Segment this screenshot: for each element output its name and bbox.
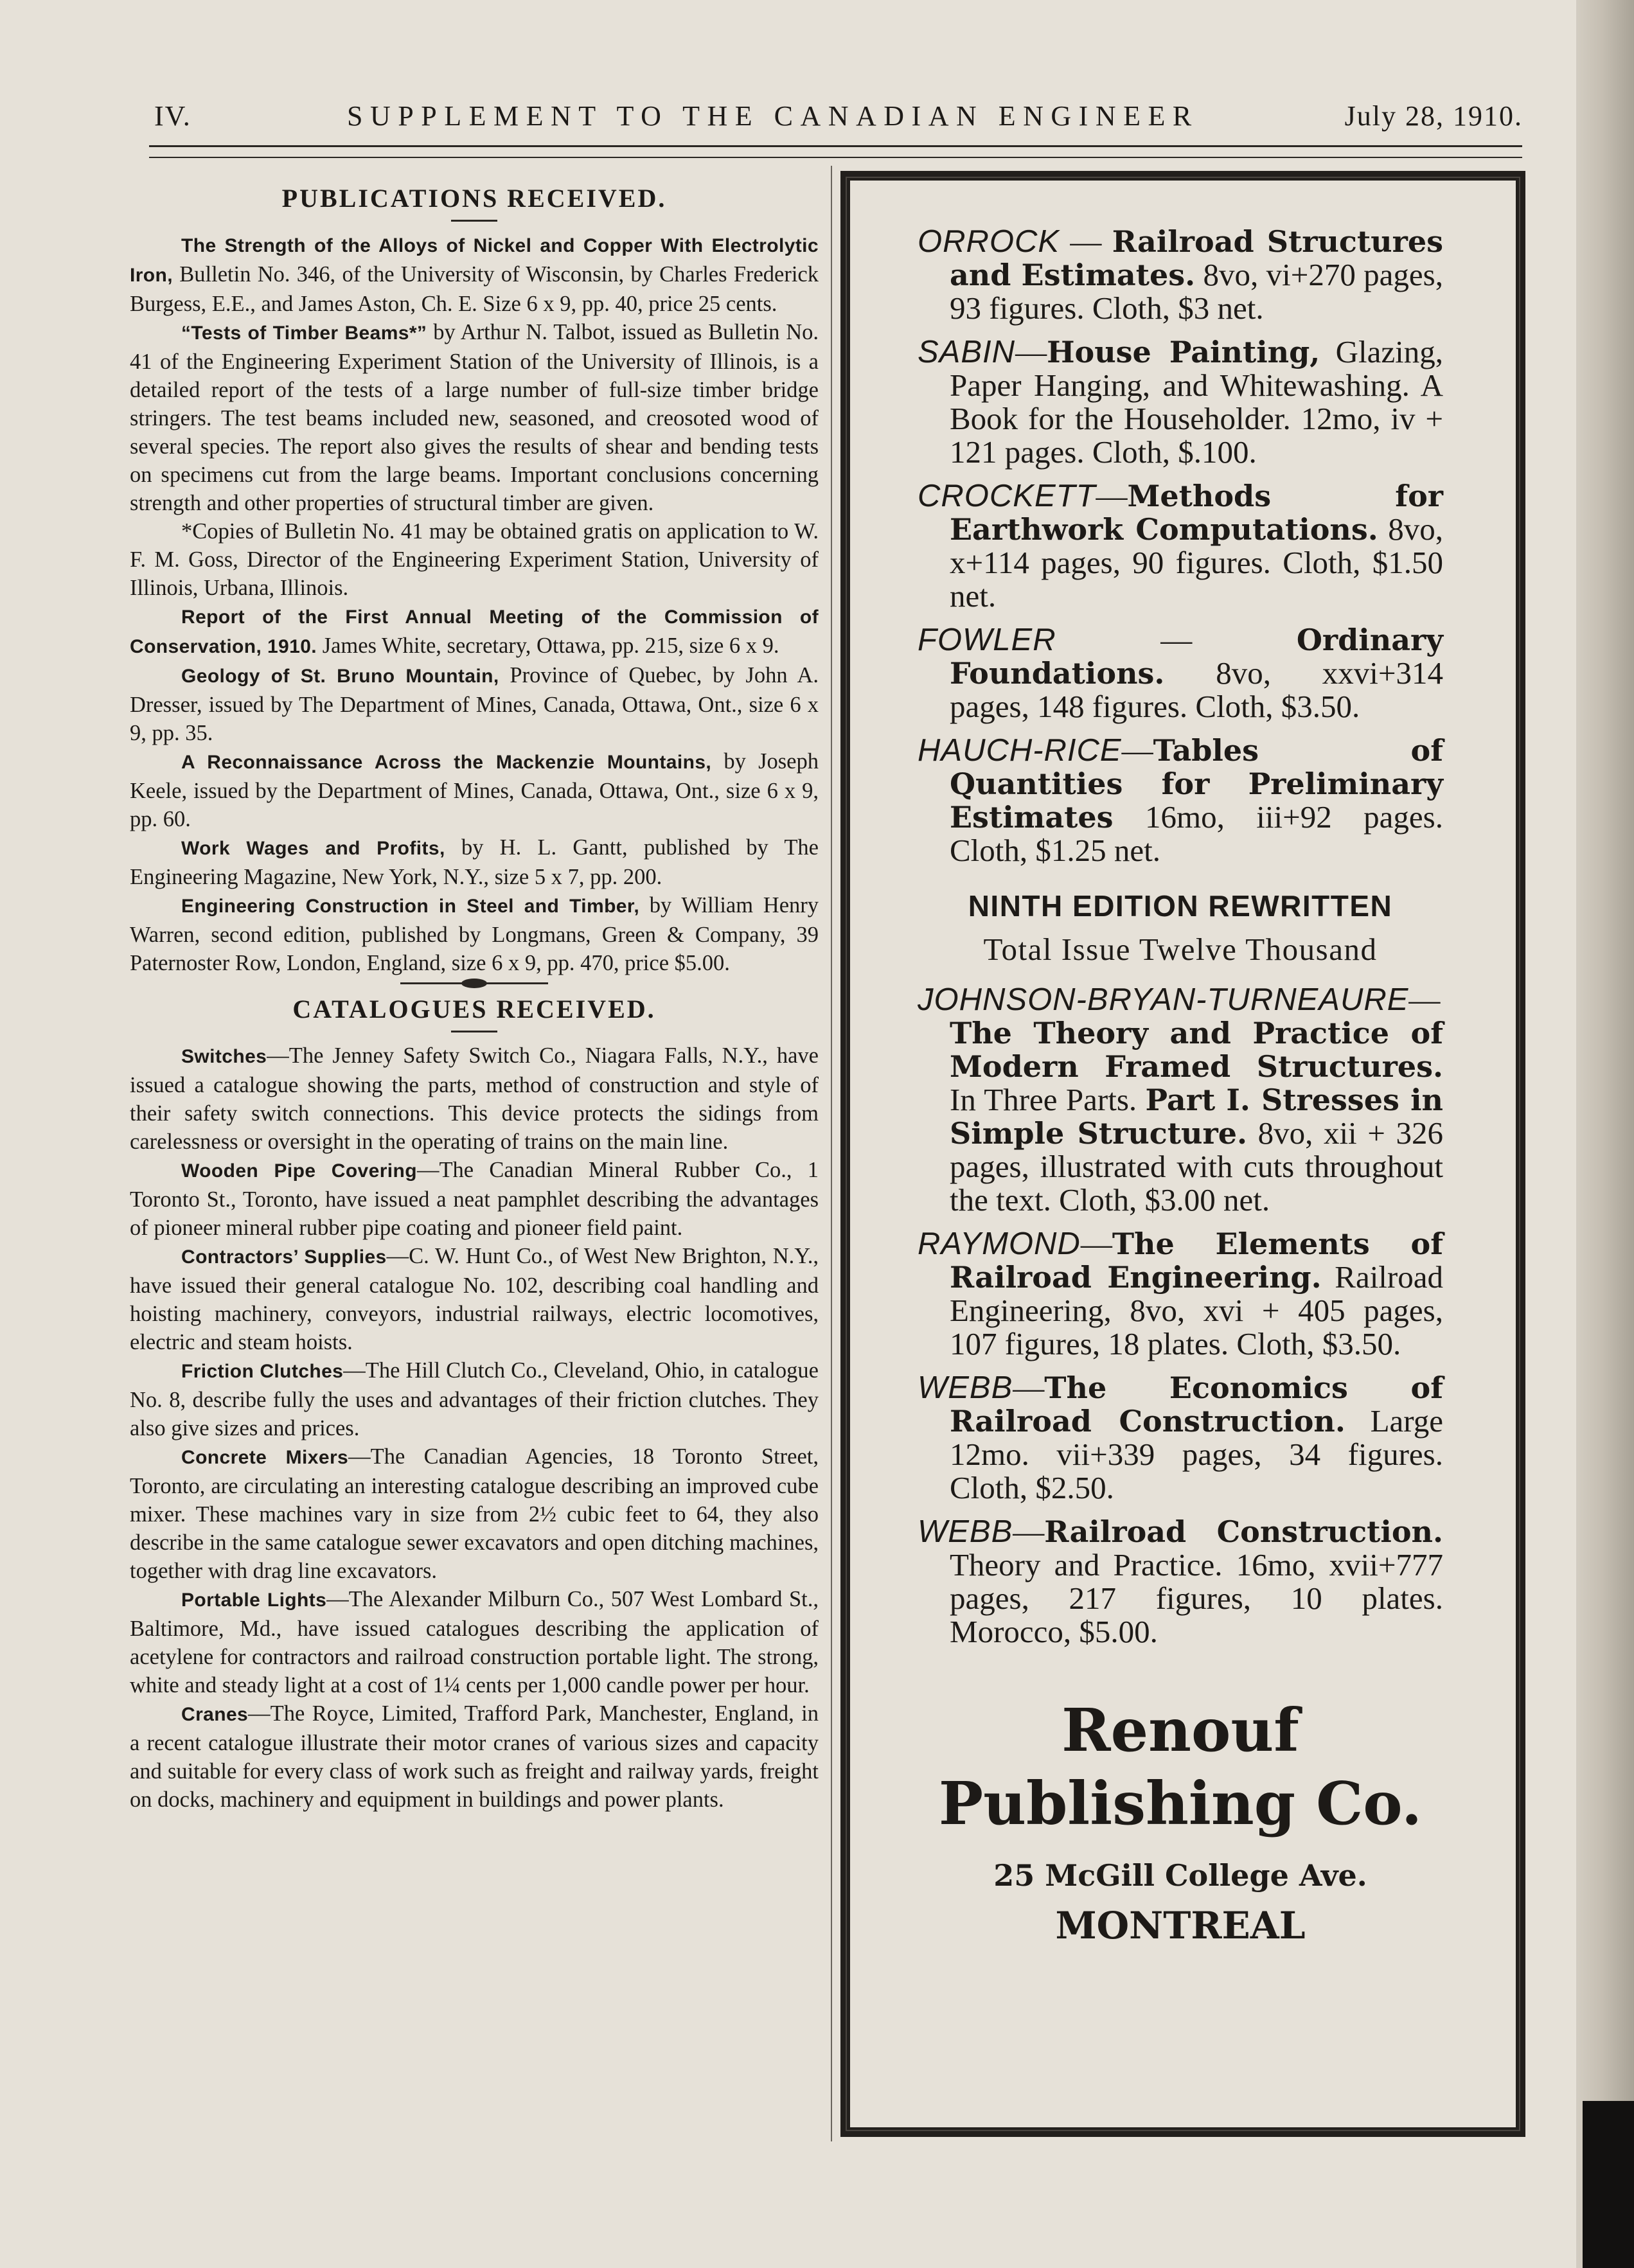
book-separator: — — [1060, 224, 1112, 259]
book-author: CROCKETT — [918, 479, 1096, 513]
catalogue-title: Switches — [181, 1046, 267, 1067]
catalogue-item — [130, 1156, 819, 1242]
running-header — [154, 100, 1523, 138]
book-entry — [918, 1227, 1443, 1361]
book-entry — [918, 623, 1443, 723]
section-ornament — [400, 982, 548, 984]
book-entry — [918, 1371, 1443, 1505]
catalogue-item — [130, 1442, 819, 1585]
book-details: Theory and Practice. 16mo, xvii+777 pages, 217 figures, 10 plates. Morocco, $5.00. — [950, 1547, 1443, 1649]
catalogue-title: Portable Lights — [181, 1590, 327, 1611]
issue-date: July 28, 1910. — [1344, 100, 1523, 132]
book-title: Railroad Structures and Estimates. — [950, 224, 1443, 292]
catalogue-title: Friction Clutches — [181, 1361, 344, 1382]
header-rule-bottom — [149, 157, 1522, 158]
book-entry — [918, 983, 1443, 1217]
journal-title: SUPPLEMENT TO THE CANADIAN ENGINEER — [347, 100, 1199, 132]
publications-heading: PUBLICATIONS RECEIVED. — [281, 184, 667, 213]
publication-title: Engineering Construction in Steel and Timber, — [181, 896, 640, 917]
book-author: WEBB — [918, 1514, 1013, 1549]
catalogue-text: —The Canadian Agencies, 18 Toronto Street, Toronto, are circulating an interesting catalogue describing an improved cube mixer. These machines vary in size from 2½ cubic feet to 64, they also describe in the same catalogue sewer excavators and open ditching machines, together with drag line excavators. — [130, 1444, 819, 1583]
book-details: 16mo, iii+92 pages. Cloth, $1.25 net. — [950, 799, 1443, 868]
book-title: The Economics of Railroad Construction. — [950, 1370, 1443, 1439]
book-title: The Elements of Railroad Engineering. — [950, 1227, 1443, 1295]
book-entry — [918, 225, 1443, 325]
book-details: Glazing, Paper Hanging, and Whitewashing. A Book for the Householder. 12mo, iv + 121 pages. Cloth, $.100. — [950, 334, 1443, 470]
publication-title: “Tests of Timber Beams*” — [181, 323, 427, 344]
publication-item — [130, 891, 819, 977]
publication-text: Province of Quebec, by John A. Dresser, issued by The Department of Mines, Canada, Ottawa, Ont., size 6 x 9, pp. 35. — [130, 663, 819, 745]
ninth-edition-banner: NINTH EDITION REWRITTEN — [968, 889, 1393, 923]
publication-title: A Reconnaissance Across the Mackenzie Mountains, — [181, 752, 712, 773]
book-entry — [918, 335, 1443, 469]
publisher-address: 25 McGill College Ave. — [993, 1858, 1367, 1893]
book-separator: — — [1408, 982, 1441, 1017]
book-entry — [918, 734, 1443, 867]
book-details: 8vo, x+114 pages, 90 figures. Cloth, $1.50 net. — [950, 511, 1443, 614]
catalogue-title: Wooden Pipe Covering — [181, 1160, 417, 1182]
publication-title: Work Wages and Profits, — [181, 838, 445, 859]
book-separator: — — [1015, 334, 1047, 369]
catalogue-title: Cranes — [181, 1704, 249, 1725]
book-part-title: Part I. Stresses in Simple Structure. — [950, 1083, 1443, 1151]
book-separator: — — [1013, 1370, 1045, 1405]
book-entry — [918, 1515, 1443, 1649]
book-details: In Three Parts. — [950, 1082, 1146, 1117]
book-title: Railroad Construction. — [1044, 1514, 1443, 1549]
catalogue-text: —The Jenney Safety Switch Co., Niagara Falls, N.Y., have issued a catalogue showing the parts, method of construction and style of their safety switch connections. This device protects the sidings from carelessness or oversight in the operating of trains on the main line. — [130, 1043, 819, 1154]
book-separator: — — [1013, 1514, 1045, 1549]
book-details: 8vo, xii + 326 pages, illustrated with cuts throughout the text. Cloth, $3.00 net. — [950, 1115, 1443, 1218]
catalogue-text: —C. W. Hunt Co., of West New Brighton, N.Y., have issued their general catalogue No. 102, describing coal handling and hoisting machinery, conveyors, industrial railways, electric locomotives, electric and steam hoists. — [130, 1244, 819, 1354]
book-author: RAYMOND — [918, 1227, 1081, 1261]
publication-item — [130, 833, 819, 891]
book-entry — [918, 479, 1443, 613]
publication-text: by William Henry Warren, second edition, published by Longmans, Green & Company, 39 Paternoster Row, London, England, size 6 x 9, pp. 470, price $5.00. — [130, 893, 819, 975]
book-separator: — — [1096, 478, 1128, 513]
catalogue-title: Contractors’ Supplies — [181, 1246, 387, 1268]
publication-text: James White, secretary, Ottawa, pp. 215, size 6 x 9. — [317, 633, 779, 658]
book-title: The Theory and Practice of Modern Framed Structures. — [950, 1016, 1443, 1084]
catalogue-text: —The Royce, Limited, Trafford Park, Manchester, England, in a recent catalogue illustrate their motor cranes of various sizes and capacity and suitable for every class of work such as freight and railway yards, freight on docks, machinery and equipment in buildings and power plants. — [130, 1701, 819, 1812]
publication-text: by H. L. Gantt, published by The Engineering Magazine, New York, N.Y., size 5 x 7, pp. 200. — [130, 835, 819, 889]
book-details: Railroad Engineering, 8vo, xvi + 405 pages, 107 figures, 18 plates. Cloth, $3.50. — [950, 1259, 1443, 1361]
left-column — [130, 180, 819, 1814]
book-separator: — — [1121, 732, 1153, 768]
catalogue-item — [130, 1242, 819, 1356]
publication-title: Report of the First Annual Meeting of the Commission of Conservation, 1910. — [130, 607, 819, 657]
publication-item — [130, 661, 819, 747]
page-corner-shadow — [1583, 2101, 1634, 2268]
advertisement-body — [918, 225, 1443, 1951]
publisher-city: MONTREAL — [1055, 1904, 1306, 1947]
publication-item — [130, 602, 819, 661]
publication-text: *Copies of Bulletin No. 41 may be obtained gratis on application to W. F. M. Goss, Director of the Engineering Experiment Station, University of Illinois, Urbana, Illinois. — [130, 519, 819, 600]
book-author: ORROCK — [918, 224, 1060, 259]
page-number: IV. — [154, 100, 191, 132]
publication-text: by Joseph Keele, issued by the Department of Mines, Canada, Ottawa, Ont., size 6 x 9, pp. 60. — [130, 749, 819, 831]
book-title: Ordinary Foundations. — [950, 623, 1443, 691]
book-author: SABIN — [918, 335, 1016, 369]
book-title: Tables of Quantities for Preliminary Estimates — [950, 733, 1443, 835]
catalogue-item — [130, 1356, 819, 1442]
catalogue-text: —The Hill Clutch Co., Cleveland, Ohio, in catalogue No. 8, describe fully the uses and advantages of their friction clutches. They also give sizes and prices. — [130, 1358, 819, 1440]
catalogue-text: —The Alexander Milburn Co., 507 West Lombard St., Baltimore, Md., have issued catalogues describing the application of acetylene for contractors and railroad construction portable light. The strong, white and steady light at a cost of 1¼ cents per 1,000 candle power per hour. — [130, 1587, 819, 1697]
book-author: WEBB — [918, 1370, 1013, 1405]
page-edge-shadow — [1576, 0, 1634, 2268]
book-title: Methods for Earthwork Computations. — [950, 479, 1443, 547]
catalogues-heading: CATALOGUES RECEIVED. — [292, 995, 656, 1023]
publication-text: Bulletin No. 346, of the University of Wisconsin, by Charles Frederick Burgess, E.E., and James Aston, Ch. E. Size 6 x 9, pp. 40, price 25 cents. — [130, 262, 819, 316]
book-separator: — — [1080, 1226, 1112, 1261]
book-separator: — — [1056, 622, 1297, 657]
book-details: Large 12mo. vii+339 pages, 34 figures. Cloth, $2.50. — [950, 1403, 1443, 1505]
heading-rule — [451, 220, 497, 222]
publication-footnote — [130, 517, 819, 602]
book-author: JOHNSON-BRYAN-TURNEAURE — [918, 982, 1409, 1017]
publication-text: by Arthur N. Talbot, issued as Bulletin No. 41 of the Engineering Experiment Station of the University of Illinois, is a detailed report of the tests of a large number of full-size timber bridge stringers. The test beams included new, seasoned, and creosoted wood of several species. The report also gives the results of shear and bending tests on specimens cut from the large beams. Important conclusions concerning strength and other properties of structural timber are given. — [130, 320, 819, 515]
publication-title: Geology of St. Bruno Mountain, — [181, 666, 499, 687]
publication-item — [130, 231, 819, 318]
catalogue-item — [130, 1585, 819, 1699]
catalogues-list — [130, 1041, 819, 1814]
catalogue-text: —The Canadian Mineral Rubber Co., 1 Toronto St., Toronto, have issued a neat pamphlet describing the advantages of pioneer mineral rubber pipe coating and pioneer field paint. — [130, 1158, 819, 1240]
publication-title: The Strength of the Alloys of Nickel and Copper With Electrolytic Iron, — [130, 235, 819, 286]
catalogue-item — [130, 1699, 819, 1814]
book-author: HAUCH-RICE — [918, 733, 1122, 768]
book-title: House Painting, — [1047, 335, 1320, 369]
publication-item — [130, 318, 819, 517]
total-issue-line: Total Issue Twelve Thousand — [983, 932, 1378, 967]
book-details: 8vo, xxvi+314 pages, 148 figures. Cloth, $3.50. — [950, 655, 1443, 724]
publisher-name-line1: Renouf — [1061, 1696, 1299, 1765]
heading-rule — [451, 1031, 497, 1032]
catalogue-title: Concrete Mixers — [181, 1447, 349, 1468]
book-details: 8vo, vi+270 pages, 93 figures. Cloth, $3 net. — [950, 257, 1443, 326]
publication-item — [130, 747, 819, 833]
publisher-name — [918, 1694, 1443, 1840]
book-author: FOWLER — [918, 623, 1056, 657]
publications-list — [130, 231, 819, 977]
catalogue-item — [130, 1041, 819, 1156]
header-rule-top — [149, 145, 1522, 147]
column-divider — [831, 166, 832, 2141]
publisher-name-line2: Publishing Co. — [938, 1769, 1423, 1838]
